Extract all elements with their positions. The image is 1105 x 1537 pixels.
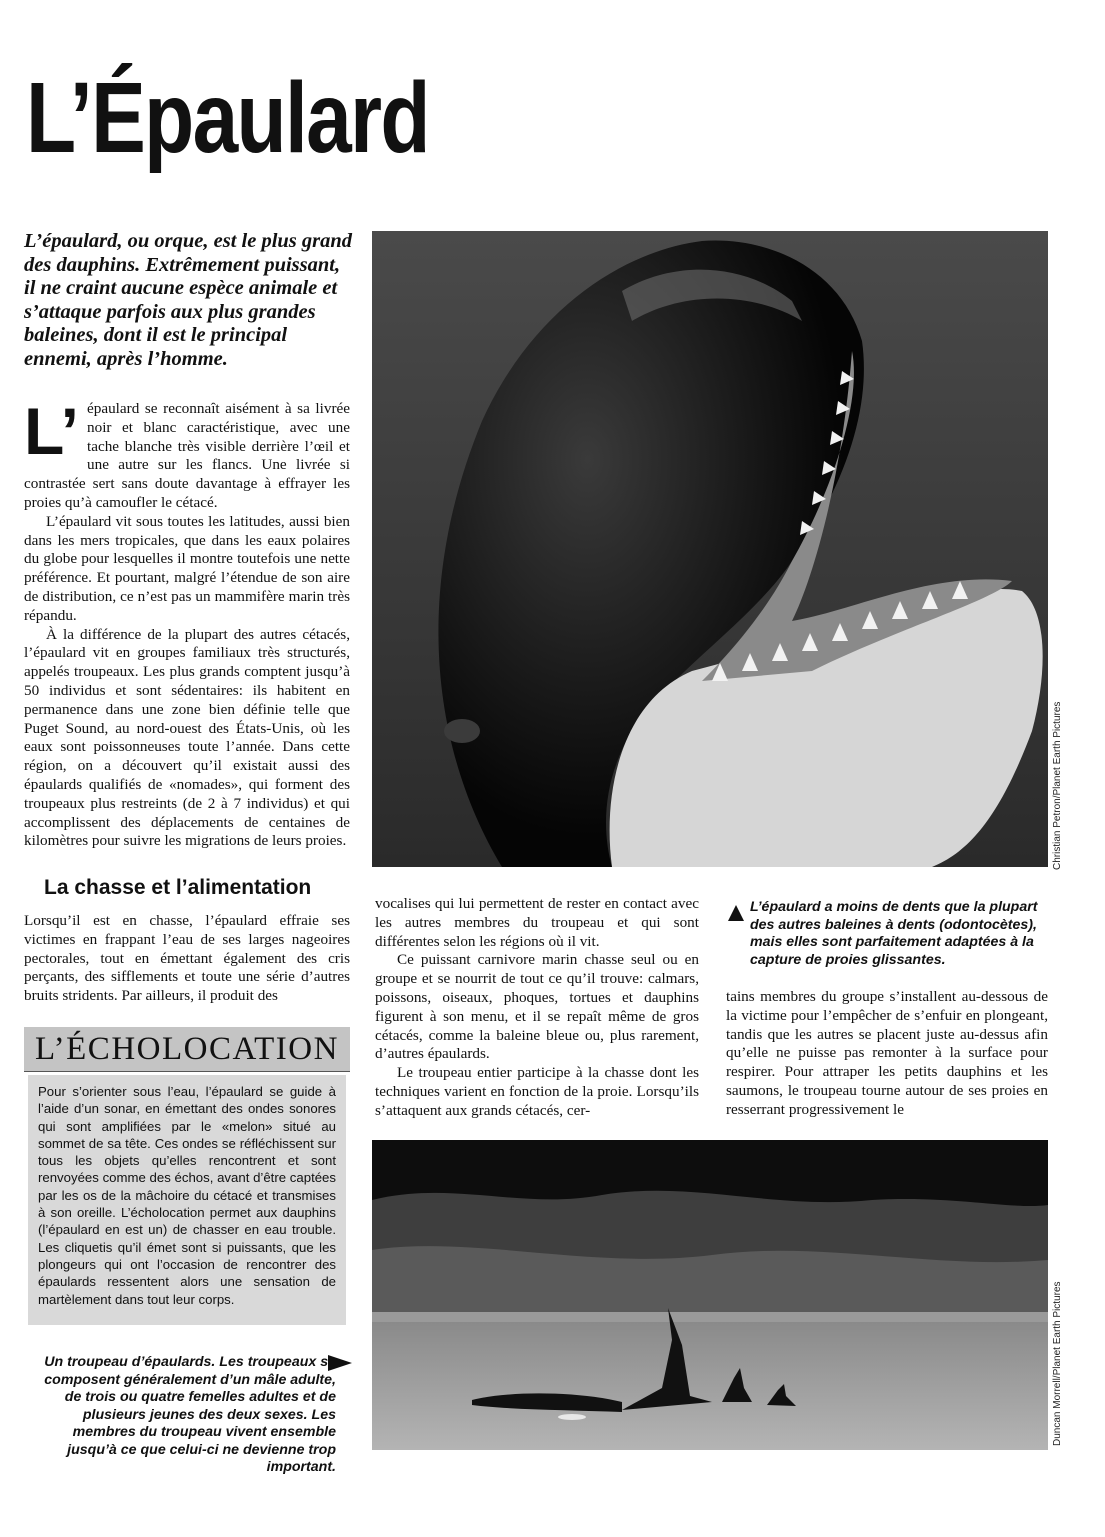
chasse-paragraph: tains membres du groupe s’installent au-dessous de la victime pour l’empêcher de s’enfuir en plongeant, tandis que les autres se placent juste au-dessus afin qu’elle ne puisse pas remonter à la surface pour respirer. Pour attraper les petits dauphins et les saumons, le troupeau tourne autour de ses proies en resserrant progressivement le <box>726 988 1048 1118</box>
chasse-paragraph: Ce puissant carnivore marin chasse seul ou en groupe et se nourrit de tout ce qu’il trouve: calmars, poissons, oiseaux, phoques, tortues et dauphins figurent à son menu, et il se repaît même de gros cétacés, comme la baleine bleue ou, plus rarement, d’autres épaulards. <box>375 951 699 1063</box>
chasse-column-2 <box>375 895 699 1121</box>
orca-eye <box>444 719 480 743</box>
photo-credit: Duncan Morrell/Planet Earth Pictures <box>1052 1281 1063 1446</box>
photo-credit: Christian Petron/Planet Earth Pictures <box>1052 701 1063 870</box>
section-heading: La chasse et l’alimentation <box>44 876 312 899</box>
caption-right-arrow-icon <box>328 1355 352 1371</box>
intro-paragraph: épaulard se reconnaît aisément à sa livrée noir et blanc caractéristique, avec une tache blanche très visible derrière l’œil et une autre sur les flancs. Une livrée si contrastée sert sans doute davantage à effrayer les proies qu’à camoufler le cétacé. <box>24 400 350 511</box>
chasse-column-3 <box>726 988 1048 1120</box>
chasse-paragraph: Lorsqu’il est en chasse, l’épaulard effraie ses victimes en frappant l’eau de ses larges nageoires pectorales, tout en émettant également des cris perçants, des sifflements et toute une série d’autres bruits stridents. Par ailleurs, il produit des <box>24 912 350 1005</box>
chasse-paragraph: Le troupeau entier participe à la chasse dont les techniques varient en fonction de la proie. Lorsqu’ils s’attaquent aux grands cétacés, cer- <box>375 1064 699 1119</box>
drop-cap: L’ <box>24 394 80 468</box>
lead-paragraph: L’épaulard, ou orque, est le plus grand des dauphins. Extrêmement puissant, il ne craint aucune espèce animale et s’attaque parfois aux plus grandes baleines, dont il est le principal ennemi, après l’homme. <box>24 230 353 370</box>
orca-pod-photo <box>372 1140 1048 1450</box>
echolocation-heading: L’ÉCHOLOCATION <box>35 1031 339 1067</box>
intro-paragraph: L’épaulard vit sous toutes les latitudes, aussi bien dans les mers tropicales, que dans les eaux polaires du globe pour lesquelles il montre toutefois une nette préférence. Et pourtant, malgré l’étendue de son aire de distribution, ce n’est pas un mammifère marin très répandu. <box>24 512 350 624</box>
intro-paragraph: À la différence de la plupart des autres cétacés, l’épaulard vit en groupes familiaux très structurés, appelés troupeaux. Les plus grands comptent jusqu’à 50 individus et sont sédentaires: ils habitent en permanence dans une zone bien définie telle que Puget Sound, au nord-ouest des États-Unis, où les eaux sont poissonneuses toute l’année. Dans cette région, on a découvert qu’il existait aussi des épaulards qualifiés de «nomades», qui forment des troupeaux plus restreints (de 2 à 7 individus) et qui accomplissent des déplacements de centaines de kilomètres pour suivre les migrations de leurs proies. <box>24 625 350 850</box>
teeth-caption <box>726 899 1048 969</box>
echolocation-text: Pour s’orienter sous l’eau, l’épaulard se guide à l’aide d’un sonar, en émettant des ondes sonores qui sont amplifiées par le «melon» situé au sommet de sa tête. Ces ondes se réfléchissent sur tous les objets qu’elles rencontrent et sont renvoyées comme des échos, avant d’être captées par les os de la mâchoire du cétacé et transmises à son oreille. L’écholocation permet aux dauphins (l’épaulard en est un) de chasser en eau trouble. Les cliquetis qu’il émet sont si puissants, que les plongeurs qui ont l’occasion de rencontrer des épaulards ressentent alors une sensation de martèlement dans tout leur corps. <box>38 1084 336 1307</box>
echolocation-banner <box>24 1027 350 1072</box>
echolocation-box <box>28 1075 346 1325</box>
pod-caption: Un troupeau d’épaulards. Les troupeaux se composent généralement d’un mâle adulte, de trois ou quatre femelles adultes et de plusieurs jeunes des deux sexes. Les membres du troupeau vivent ensemble jusqu’à ce que celui-ci ne devienne trop important. <box>44 1354 336 1475</box>
intro-column <box>24 394 350 851</box>
page-title: L’Épaulard <box>26 62 429 174</box>
chasse-column-1 <box>24 912 350 1006</box>
caption-up-arrow-icon <box>728 905 744 921</box>
caption-text: L’épaulard a moins de dents que la plupart des autres baleines à dents (odontocètes), mais elles sont parfaitement adaptées à la capture de proies glissantes. <box>750 899 1038 968</box>
orca-head-photo <box>372 231 1048 867</box>
chasse-paragraph: vocalises qui lui permettent de rester en contact avec les autres membres du troupeau et qui sont différentes selon les régions où il vit. <box>375 895 699 950</box>
